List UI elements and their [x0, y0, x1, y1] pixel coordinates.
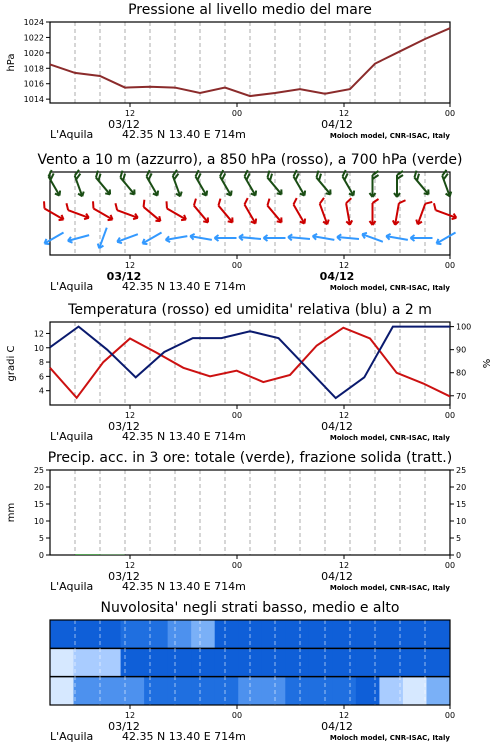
- x-tick-label: 00: [444, 261, 456, 270]
- wind-700-barb: [263, 171, 287, 197]
- wind-feather: [399, 199, 406, 204]
- cloud-cell: [426, 648, 450, 676]
- cloud-cell: [285, 620, 309, 648]
- y-tick-label: 1024: [23, 18, 44, 27]
- wind-850-barb: [40, 201, 67, 222]
- date-label: 04/12: [321, 420, 353, 433]
- wind-shaft: [44, 209, 63, 220]
- cloud-cell: [215, 648, 239, 676]
- cloud-cell: [403, 677, 427, 705]
- x-tick-label: 00: [231, 411, 243, 420]
- cloud-cell: [121, 677, 145, 705]
- wind-10m-arrow: [386, 233, 409, 243]
- wind-10m-arrow: [165, 233, 188, 243]
- y-tick-label-right: 80: [456, 368, 467, 378]
- wind-shaft: [294, 204, 305, 223]
- x-tick-label: 00: [231, 261, 243, 270]
- date-label: 04/12: [321, 118, 353, 131]
- y-tick-label: 25: [33, 466, 44, 475]
- cloud-cell: [262, 648, 286, 676]
- wind-850-barb: [342, 198, 355, 225]
- cloud-cell: [426, 677, 450, 705]
- wind-850-barb: [289, 198, 310, 225]
- cloud-cell: [403, 620, 427, 648]
- wind-shaft: [218, 206, 232, 223]
- precip-bar: [75, 554, 100, 555]
- coords-label: 42.35 N 13.40 E 714m: [122, 580, 246, 593]
- y-tick-label-right: 25: [456, 466, 467, 475]
- wind-feather: [164, 201, 170, 208]
- cloud-cell: [285, 648, 309, 676]
- wind-shaft: [267, 206, 281, 223]
- wind-10m-arrow: [337, 234, 359, 242]
- wind-850-barb: [189, 199, 213, 225]
- wind-shaft: [93, 209, 112, 220]
- y-tick-label: 1016: [23, 79, 44, 89]
- wind-10m-arrow: [116, 231, 139, 244]
- date-label: 04/12: [321, 570, 353, 583]
- wind-feather: [265, 199, 272, 206]
- wind-feather: [425, 200, 432, 206]
- date-label: 03/12: [108, 420, 140, 433]
- wind-feather: [243, 198, 250, 204]
- wind-10m-arrow: [312, 233, 335, 243]
- y-tick-label: 1022: [23, 33, 44, 43]
- plot-frame: [50, 22, 450, 103]
- x-tick-label: 00: [444, 711, 456, 720]
- y-tick-label: 4: [38, 386, 44, 396]
- x-tick-label: 00: [444, 109, 456, 118]
- wind-850-barb: [139, 200, 165, 224]
- wind-850-barb: [431, 203, 459, 220]
- wind-feather: [191, 199, 198, 206]
- wind-10m-arrow: [96, 227, 109, 250]
- wind-700-barb: [91, 171, 115, 197]
- y-tick-label-right: 20: [456, 483, 467, 492]
- wind-700-barb: [71, 170, 88, 198]
- wind-10m-arrow: [141, 230, 163, 246]
- wind-feather: [90, 201, 96, 208]
- wind-700-barb: [338, 170, 359, 197]
- location-label: L'Aquila: [50, 280, 94, 293]
- coords-label: 42.35 N 13.40 E 714m: [122, 730, 246, 743]
- wind-700-barb: [289, 170, 310, 197]
- wind-feather: [216, 199, 223, 206]
- y-tick-label: 1018: [23, 64, 44, 74]
- cloud-cell: [285, 677, 309, 705]
- x-tick-label: 12: [124, 561, 136, 570]
- wind-feather: [373, 199, 379, 203]
- wind-850-barb: [63, 203, 91, 220]
- credit-label: Moloch model, CNR-ISAC, Italy: [329, 734, 450, 742]
- cloud-cell: [74, 648, 98, 676]
- wind-850-barb: [263, 199, 287, 225]
- cloud-cell: [332, 677, 356, 705]
- x-tick-label: 12: [124, 711, 136, 720]
- coords-label: 42.35 N 13.40 E 714m: [122, 128, 246, 141]
- date-label: 03/12: [106, 270, 142, 283]
- date-label: 03/12: [108, 570, 140, 583]
- panel-title: Precip. acc. in 3 ore: totale (verde), frazione solida (tratt.): [47, 450, 453, 466]
- x-tick-label: 12: [338, 261, 350, 270]
- wind-feather: [141, 200, 148, 207]
- cloud-cell: [191, 620, 215, 648]
- wind-10m-arrow: [215, 235, 237, 241]
- location-label: L'Aquila: [50, 128, 94, 141]
- y-tick-label: 15: [33, 500, 44, 509]
- panel-title: Nuvolosita' negli strati basso, medio e alto: [100, 600, 400, 616]
- wind-700-barb: [438, 170, 455, 198]
- y-tick-label-right: 0: [456, 551, 462, 560]
- y-tick-label: 1014: [23, 95, 44, 105]
- wind-shaft: [44, 233, 63, 244]
- cloud-cell: [144, 677, 168, 705]
- cloud-cell: [74, 677, 98, 705]
- y-axis-label: mm: [6, 502, 17, 523]
- date-label: 03/12: [108, 118, 140, 131]
- wind-700-barb: [215, 170, 236, 197]
- wind-shaft: [142, 233, 161, 244]
- cloud-cell: [356, 648, 380, 676]
- wind-shaft: [167, 209, 186, 220]
- cloud-cell: [426, 620, 450, 648]
- cloud-cell: [121, 648, 145, 676]
- wind-feather: [41, 201, 47, 208]
- cloud-cell: [168, 677, 192, 705]
- credit-label: Moloch model, CNR-ISAC, Italy: [329, 132, 450, 140]
- cloud-cell: [356, 620, 380, 648]
- cloud-cell: [262, 677, 286, 705]
- wind-850-barb: [316, 198, 333, 226]
- y-axis-label: hPa: [6, 53, 17, 72]
- cloud-cell: [309, 677, 333, 705]
- wind-700-barb: [394, 171, 403, 197]
- y-tick-label: 0: [38, 551, 44, 560]
- wind-700-barb: [410, 171, 434, 197]
- date-label: 04/12: [319, 270, 355, 283]
- wind-700-barb: [116, 171, 140, 197]
- cloud-cell: [262, 620, 286, 648]
- wind-feather: [432, 203, 438, 210]
- credit-label: Moloch model, CNR-ISAC, Italy: [329, 284, 450, 292]
- panel-title: Temperatura (rosso) ed umidita' relativa (blu) a 2 m: [68, 302, 432, 318]
- x-tick-label: 12: [338, 711, 350, 720]
- wind-700-barb: [191, 170, 212, 197]
- cloud-cell: [144, 648, 168, 676]
- cloud-cell: [50, 620, 74, 648]
- cloud-cell: [309, 620, 333, 648]
- coords-label: 42.35 N 13.40 E 714m: [122, 430, 246, 443]
- x-tick-label: 00: [444, 561, 456, 570]
- wind-850-barb: [415, 199, 432, 227]
- cloud-cell: [97, 620, 121, 648]
- location-label: L'Aquila: [50, 580, 94, 593]
- wind-shaft: [436, 233, 455, 244]
- y-tick-label-right: 90: [456, 345, 467, 355]
- wind-10m-arrow: [435, 230, 457, 246]
- x-tick-label: 12: [338, 109, 350, 118]
- y-axis-label-right: %: [482, 358, 493, 369]
- y-tick-label: 10: [33, 517, 44, 526]
- y-tick-label-right: 100: [456, 322, 472, 332]
- cloud-cell: [144, 620, 168, 648]
- wind-10m-arrow: [411, 235, 433, 241]
- location-label: L'Aquila: [50, 430, 94, 443]
- y-tick-label: 20: [33, 483, 44, 492]
- wind-10m-arrow: [190, 233, 213, 243]
- cloud-cell: [50, 648, 74, 676]
- y-tick-label-right: 10: [456, 517, 467, 526]
- cloud-cell: [215, 620, 239, 648]
- wind-850-barb: [89, 201, 116, 222]
- y-tick-label: 5: [38, 534, 44, 543]
- date-label: 03/12: [108, 720, 140, 733]
- wind-700-barb: [142, 170, 163, 197]
- x-tick-label: 00: [231, 561, 243, 570]
- x-tick-label: 12: [124, 261, 136, 270]
- cloud-cell: [191, 677, 215, 705]
- x-tick-label: 00: [444, 411, 456, 420]
- wind-700-barb: [312, 171, 336, 197]
- cloud-cell: [332, 620, 356, 648]
- cloud-cell: [97, 677, 121, 705]
- wind-10m-arrow: [264, 235, 286, 241]
- coords-label: 42.35 N 13.40 E 714m: [122, 280, 246, 293]
- panel-title: Vento a 10 m (azzurro), a 850 hPa (rosso), a 700 hPa (verde): [37, 152, 463, 168]
- wind-10m-arrow: [43, 230, 65, 246]
- wind-700-barb: [169, 170, 186, 198]
- wind-700-barb: [240, 170, 261, 197]
- cloud-cell: [356, 677, 380, 705]
- date-label: 04/12: [321, 720, 353, 733]
- y-tick-label-right: 15: [456, 500, 467, 509]
- cloud-cell: [332, 648, 356, 676]
- location-label: L'Aquila: [50, 730, 94, 743]
- wind-700-barb: [44, 170, 65, 197]
- wind-700-barb: [370, 171, 379, 197]
- wind-feather: [113, 203, 119, 210]
- panel-title: Pressione al livello medio del mare: [128, 2, 372, 18]
- x-tick-label: 12: [124, 109, 136, 118]
- y-tick-label-right: 70: [456, 391, 467, 401]
- cloud-cell: [121, 620, 145, 648]
- wind-10m-arrow: [67, 232, 90, 243]
- y-tick-label: 6: [38, 372, 44, 382]
- cloud-cell: [50, 677, 74, 705]
- wind-feather: [292, 198, 299, 204]
- cloud-cell: [168, 620, 192, 648]
- wind-850-barb: [370, 199, 379, 225]
- wind-850-barb: [392, 199, 405, 226]
- wind-10m-arrow: [361, 231, 384, 244]
- cloud-cell: [309, 648, 333, 676]
- x-tick-label: 00: [231, 711, 243, 720]
- y-tick-label: 8: [38, 358, 44, 368]
- wind-850-barb: [112, 203, 140, 220]
- cloud-cell: [191, 648, 215, 676]
- x-tick-label: 12: [124, 411, 136, 420]
- wind-850-barb: [162, 201, 189, 222]
- x-tick-label: 12: [338, 561, 350, 570]
- cloud-cell: [215, 677, 239, 705]
- wind-shaft: [194, 206, 208, 223]
- y-axis-label: gradi C: [6, 345, 17, 382]
- cloud-cell: [403, 648, 427, 676]
- cloud-cell: [74, 620, 98, 648]
- y-tick-label: 10: [33, 343, 44, 353]
- wind-10m-arrow: [288, 234, 310, 242]
- y-tick-label: 1020: [23, 48, 44, 58]
- cloud-cell: [168, 648, 192, 676]
- y-tick-label-right: 5: [456, 534, 462, 543]
- x-tick-label: 12: [338, 411, 350, 420]
- x-tick-label: 00: [231, 109, 243, 118]
- credit-label: Moloch model, CNR-ISAC, Italy: [329, 584, 450, 592]
- wind-feather: [64, 203, 70, 210]
- wind-shaft: [144, 207, 161, 221]
- cloud-cell: [97, 648, 121, 676]
- wind-feather: [345, 198, 352, 203]
- y-tick-label: 12: [33, 329, 44, 339]
- credit-label: Moloch model, CNR-ISAC, Italy: [329, 434, 450, 442]
- wind-feather: [318, 198, 325, 204]
